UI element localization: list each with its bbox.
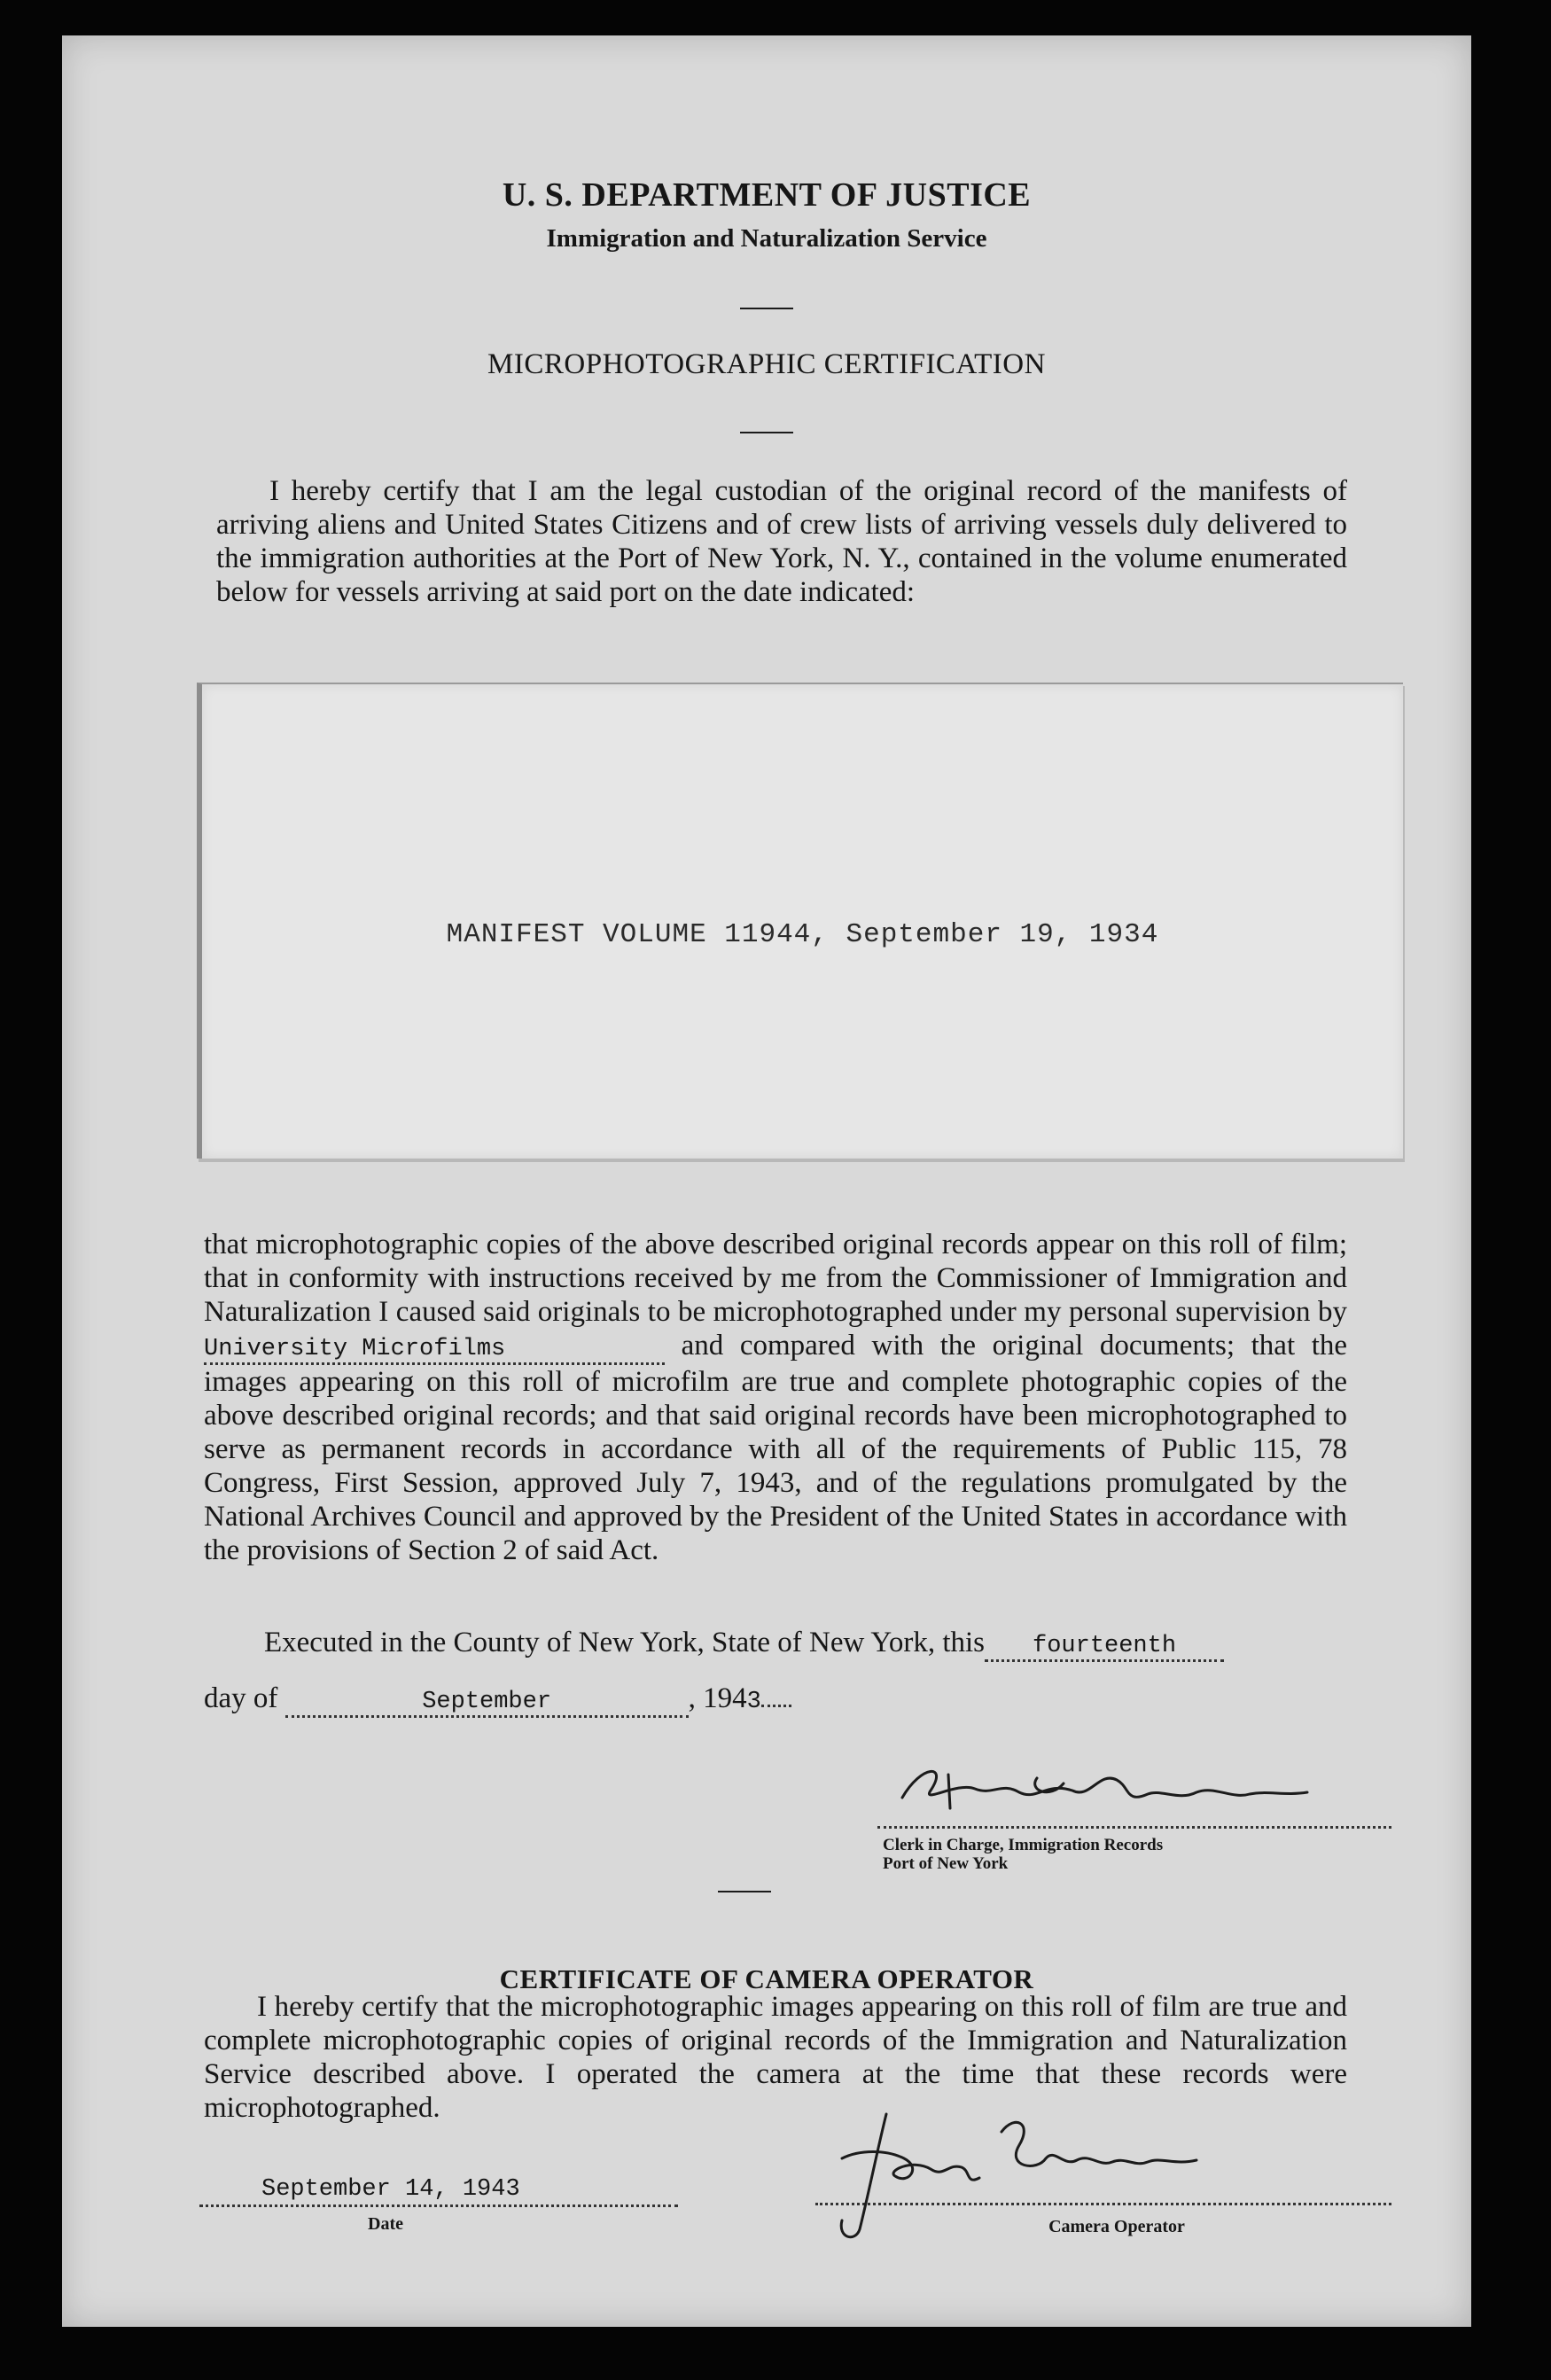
divider-mid xyxy=(740,432,793,433)
operator-signature-block xyxy=(815,2176,1391,2237)
operator-date-value: September 14, 1943 xyxy=(261,2176,520,2203)
operator-date-block xyxy=(199,2176,678,2235)
certification-body xyxy=(204,1228,1347,1567)
clerk-signature-line xyxy=(877,1773,1391,1829)
camera-operator-heading: CERTIFICATE OF CAMERA OPERATOR xyxy=(499,1963,1034,1994)
year-prefix: , 194 xyxy=(688,1682,747,1714)
supervisor-name: University Microfilms xyxy=(204,1336,506,1362)
executed-line xyxy=(264,1627,1224,1662)
manifest-insert-card xyxy=(197,683,1403,1159)
camera-operator-label: Camera Operator xyxy=(1048,2217,1185,2236)
executed-day: fourteenth xyxy=(1033,1633,1177,1659)
executed-prefix: Executed in the County of New York, State of New York, this xyxy=(264,1627,986,1658)
clerk-title-line-2: Port of New York xyxy=(883,1854,1009,1873)
custodian-statement: I hereby certify that I am the legal custodian of the original record of the manifests of arriving aliens and United States Citizens and of crew lists of arriving vessels duly delivered to the immigration authorities at the Port of New York, N. Y., contained in the volume enumerated below for vessels arriving at said port on the date indicated: xyxy=(216,475,1347,608)
service-subtitle: Immigration and Naturalization Service xyxy=(546,224,987,253)
clerk-title-line-1: Clerk in Charge, Immigration Records xyxy=(883,1836,1164,1854)
camera-operator-statement: I hereby certify that the microphotographic images appearing on this roll of film are true and complete microphotographic copies of original records of the Immigration and Naturalization Service described above. I operated the camera at the time that these records were microphotographed. xyxy=(204,1991,1347,2124)
year-digit: 3 xyxy=(746,1689,761,1715)
day-of-line xyxy=(204,1682,791,1718)
body-text-after-name: and compared with the original documents; that the images appearing on this roll of microfilm are true and complete photographic copies of the above described original records; and that said original records have been microphotographed to serve as permanent records in accordance with all of the requirements of Public 115, 78 Congress, First Session, approved July 7, 1943, and of the regulations promulgated by the National Archives Council and approved by the President of the United States in accordance with the provisions of Section 2 of said Act. xyxy=(204,1330,1348,1566)
clerk-signature xyxy=(895,1755,1312,1826)
body-text-before-name: that microphotographic copies of the above described original records appear on this roll of film; that in conformity with instructions received by me from the Commissioner of Immigration and Naturalization I caused said originals to be microphotographed under my personal supervision by xyxy=(204,1229,1347,1328)
divider-top xyxy=(740,308,793,309)
date-label: Date xyxy=(368,2214,403,2234)
executed-month: September xyxy=(422,1689,552,1715)
divider-bottom xyxy=(718,1891,771,1892)
certification-heading: MICROPHOTOGRAPHIC CERTIFICATION xyxy=(487,348,1046,380)
manifest-volume-entry: MANIFEST VOLUME 11944, September 19, 1934 xyxy=(446,919,1159,950)
clerk-title xyxy=(877,1836,1391,1873)
department-title: U. S. DEPARTMENT OF JUSTICE xyxy=(502,176,1032,214)
operator-signature xyxy=(824,2096,1214,2247)
clerk-signature-block xyxy=(877,1773,1391,1873)
certificate-page xyxy=(62,35,1471,2327)
day-of-label: day of xyxy=(204,1682,278,1714)
